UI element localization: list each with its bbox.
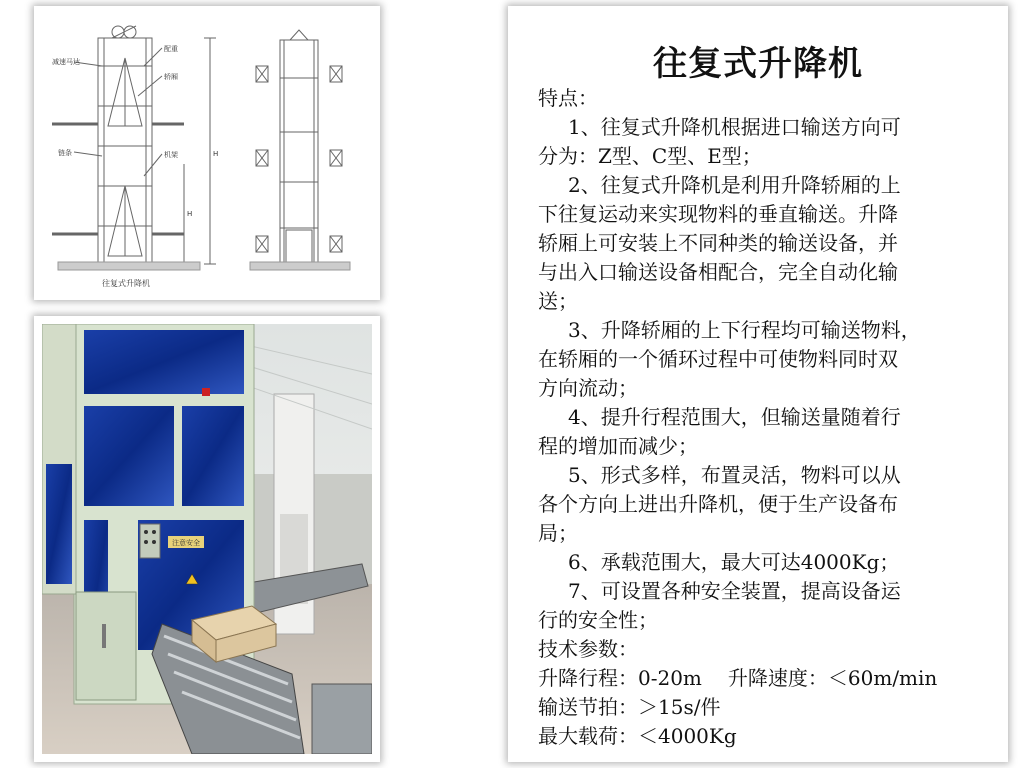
technical-drawing: [34, 6, 380, 300]
text-card: [508, 6, 1008, 762]
label-counterweight: 配重: [164, 45, 178, 53]
features-heading: 特点：: [538, 86, 598, 110]
conveying-cycle: 输送节拍：＞15s/件: [538, 695, 721, 719]
description-body: [538, 84, 990, 751]
feature-line: 程的增加而减少；: [538, 434, 698, 458]
lift-travel: 升降行程：0-20m: [538, 666, 702, 690]
drawing-caption: 往复式升降机: [102, 279, 150, 288]
feature-line: 下往复运动来实现物料的垂直输送。升降: [538, 202, 898, 226]
photo-card: [34, 316, 380, 762]
label-chain: 链条: [58, 149, 72, 157]
feature-line: 分为：Z型、C型、E型；: [538, 144, 762, 168]
label-dim-total: H: [213, 150, 219, 158]
label-frame: 机架: [164, 151, 178, 159]
max-load: 最大载荷：＜4000Kg: [538, 724, 737, 748]
feature-line: 行的安全性；: [538, 608, 658, 632]
feature-line: 在轿厢的一个循环过程中可使物料同时双: [538, 347, 898, 371]
label-dim-travel: H: [187, 210, 193, 218]
feature-line: 3、升降轿厢的上下行程均可输送物料，: [568, 318, 921, 342]
feature-line: 5、形式多样，布置灵活，物料可以从: [568, 463, 901, 487]
feature-line: 局；: [538, 521, 578, 545]
label-motor: 减速马达: [52, 58, 80, 66]
elevator-photo: [42, 324, 372, 754]
warning-sign-label: 注意安全: [172, 539, 200, 547]
feature-line: 各个方向上进出升降机，便于生产设备布: [538, 492, 898, 516]
tech-heading: 技术参数：: [538, 637, 638, 661]
feature-line: 4、提升行程范围大，但输送量随着行: [568, 405, 901, 429]
feature-line: 6、承载范围大，最大可达4000Kg；: [568, 550, 900, 574]
feature-line: 送；: [538, 289, 578, 313]
page-title: 往复式升降机: [653, 44, 863, 84]
feature-line: 方向流动；: [538, 376, 638, 400]
tech-row-travel-speed: [538, 664, 990, 693]
feature-line: 7、可设置各种安全装置，提高设备运: [568, 579, 901, 603]
feature-line: 轿厢上可安装上不同种类的输送设备，并: [538, 231, 898, 255]
frame-side-elevation: [250, 30, 350, 270]
label-car: 轿厢: [164, 73, 178, 81]
lift-speed: 升降速度：＜60m/min: [727, 666, 938, 690]
technical-drawing-card: [34, 6, 380, 300]
feature-line: 与出入口输送设备相配合，完全自动化输: [538, 260, 898, 284]
feature-line: 1、往复式升降机根据进口输送方向可: [568, 115, 901, 139]
feature-line: 2、往复式升降机是利用升降轿厢的上: [568, 173, 901, 197]
